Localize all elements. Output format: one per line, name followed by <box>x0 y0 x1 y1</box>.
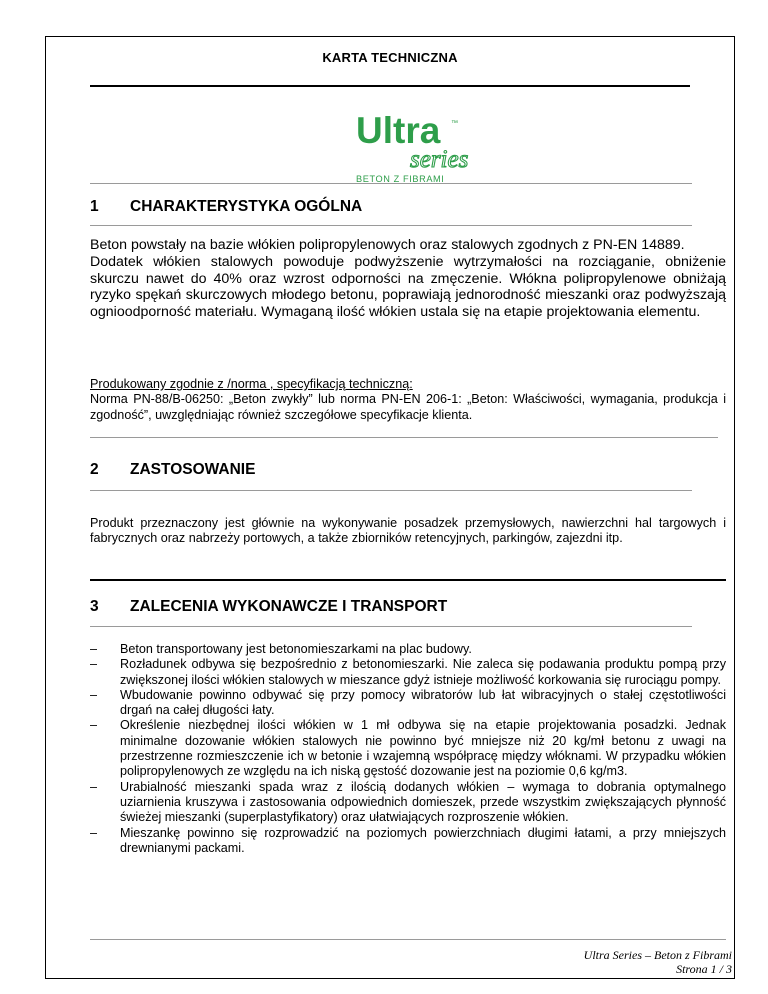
dash-marker: – <box>90 657 98 672</box>
list-item <box>90 780 726 826</box>
rule <box>90 626 692 627</box>
section-1-paragraph: Beton powstały na bazie włókien polipropylenowych oraz stalowych zgodnych z PN-EN 14889. <box>90 237 685 253</box>
rule <box>90 183 692 184</box>
norm-text: Norma PN-88/B-06250: „Beton zwykły” lub norma PN-EN 206-1: „Beton: Właściwości, wymagania, produkcja i zgodność”, uwzględniając również szczegółowe specyfikacje klienta. <box>90 392 726 422</box>
dash-marker: – <box>90 825 98 840</box>
logo-tm: ™ <box>451 120 458 127</box>
logo-script: series <box>410 146 469 173</box>
section-2-text: Produkt przeznaczony jest głównie na wykonywanie posadzek przemysłowych, nawierzchni hal targowych i fabrycznych oraz nabrzeży portowych, a także zbiorników retencyjnych, parkingów, zajezdni itp. <box>90 516 726 546</box>
section-2-heading <box>90 461 255 479</box>
list-item-text: Rozładunek odbywa się bezpośrednio z betonomieszarki. Nie zaleca się podawania produktu pompą przy zwiększonej ilości włókien stalowych w mieszance gdyż istnieje możliwość korkowania się rurociągu pompy. <box>120 657 726 687</box>
logo-tagline: BETON Z FIBRAMI <box>356 174 445 184</box>
dash-marker: – <box>90 642 98 656</box>
header-rule <box>90 85 690 87</box>
section-1-paragraph: Dodatek włókien stalowych powoduje podwyższenie wytrzymałości na rozciąganie, obniżenie skurczu nawet do 40% oraz wzrost odporności na zmęczenie. Włókna polipropylenowe obniżają ryzyko spękań skurczowych młodego betonu, poprawiają jednorodność mieszanki oraz podwyższają ognioodporność materiału. Wymaganą ilość włókien ustala się na etapie projektowania elementu. <box>90 253 726 321</box>
section-1-norm <box>90 377 726 423</box>
list-item <box>90 657 726 688</box>
list-item <box>90 642 726 657</box>
list-item <box>90 718 726 779</box>
section-1-title: CHARAKTERYSTYKA OGÓLNA <box>130 198 363 215</box>
list-item-text: Wbudowanie powinno odbywać się przy pomocy wibratorów lub łat wibracyjnych o stałej częstotliwości drgań na całej długości łaty. <box>120 687 726 718</box>
list-item <box>90 688 726 719</box>
document-title: KARTA TECHNICZNA <box>322 50 458 65</box>
list-item-text: Określenie niezbędnej ilości włókien w 1 mł odbywa się na etapie projektowania posadzki. Jednak minimalne dozowanie włókien stalowych nie powinno być mniejsze niż 20 kg/mł betonu z uwagi na przestrzenne rozmieszczenie ich w betonie i wzajemną współpracę między włóknami. W przypadku włókien polipropylenowych ze względu na ich niską gęstość dozowanie jest na poziomie 0,6 kg/m3. <box>120 718 726 779</box>
dash-marker: – <box>90 687 98 702</box>
section-divider <box>90 579 726 581</box>
footer-rule <box>90 939 726 940</box>
section-1-body <box>90 237 726 321</box>
list-item <box>90 826 726 857</box>
logo-word: Ultra <box>356 110 441 151</box>
list-item-text: Beton transportowany jest betonomieszarkami na plac budowy. <box>120 642 472 656</box>
section-3-title: ZALECENIA WYKONAWCZE I TRANSPORT <box>130 598 448 615</box>
section-1-heading <box>90 198 362 216</box>
rule <box>90 225 692 226</box>
rule <box>90 490 692 491</box>
page-footer <box>584 948 732 976</box>
list-item-text: Mieszankę powinno się rozprowadzić na poziomych powierzchniach długimi łatami, a przy mniejszych drewnianymi packami. <box>120 825 726 855</box>
section-1-number: 1 <box>90 198 99 215</box>
norm-label: Produkowany zgodnie z /norma , specyfikacją techniczną: <box>90 377 413 391</box>
ultra-series-logo <box>352 99 482 195</box>
section-2-title: ZASTOSOWANIE <box>130 461 256 478</box>
section-2-number: 2 <box>90 461 99 478</box>
recommendations-list <box>90 642 726 856</box>
footer-doc-name: Ultra Series – Beton z Fibrami <box>583 948 732 962</box>
dash-marker: – <box>90 779 98 794</box>
section-3-heading <box>90 598 447 616</box>
footer-page-number: Strona 1 / 3 <box>676 962 732 976</box>
page-frame <box>45 36 735 979</box>
list-item-text: Urabialność mieszanki spada wraz z ilością dodanych włókien – wymaga to dobrania optymalnego uziarnienia kruszywa i zastosowania odpowiednich domieszek, przede wszystkim zwiększających płynność świeżej mieszanki (superplastyfikatory) oraz ułatwiających rozproszenie włókien. <box>120 779 726 825</box>
dash-marker: – <box>90 718 98 733</box>
rule <box>90 437 718 438</box>
section-3-number: 3 <box>90 598 99 615</box>
